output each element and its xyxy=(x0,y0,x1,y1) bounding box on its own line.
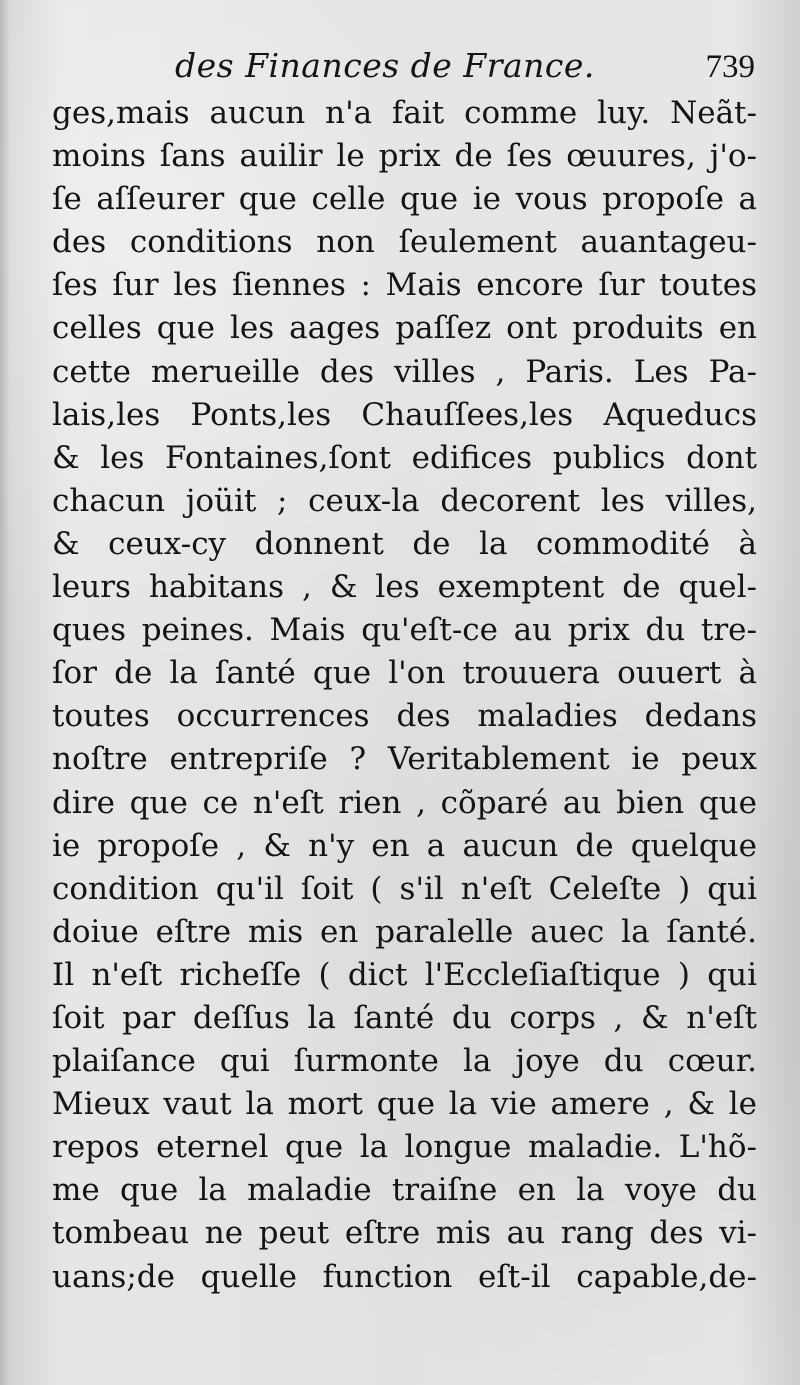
text-line: & ceux-cy donnent de la commodité à xyxy=(52,525,757,562)
text-line: toutes occurrences des maladies dedans xyxy=(52,698,757,735)
text-line: uans;de quelle function eſt-il capable,de- xyxy=(52,1258,757,1295)
running-title: des Finances de France. xyxy=(175,46,595,85)
text-line: repos eternel que la longue maladie. L'hõ- xyxy=(52,1129,757,1166)
page-edge-shadow xyxy=(0,0,10,1385)
text-line: leurs habitans , & les exemptent de quel- xyxy=(52,569,757,606)
text-line: doiue eſtre mis en paralelle auec la ſanté. xyxy=(52,913,757,950)
page-number: 739 xyxy=(705,49,755,85)
text-line: ie propoſe , & n'y en a aucun de quelque xyxy=(52,827,757,864)
text-line: cette merueille des villes , Paris. Les Pa- xyxy=(52,353,757,390)
text-line: & les Fontaines,ſont edifices publics dont xyxy=(52,439,757,476)
text-line: moins ſans auilir le prix de ſes œuures, j'o- xyxy=(52,138,757,175)
page-header xyxy=(175,46,755,90)
text-line: tombeau ne peut eſtre mis au rang des vi- xyxy=(52,1215,757,1252)
text-line: ques peines. Mais qu'eſt-ce au prix du tre- xyxy=(52,612,757,649)
text-line: ſe aſſeurer que celle que ie vous propoſe a xyxy=(52,181,757,218)
text-line: condition qu'il ſoit ( s'il n'eſt Celeſte ) qui xyxy=(52,870,757,907)
text-line: des conditions non ſeulement auantageu- xyxy=(52,224,757,261)
text-line: noſtre entrepriſe ? Veritablement ie peux xyxy=(52,741,757,778)
body-text xyxy=(52,92,757,1299)
text-line: ſes ſur les ſiennes : Mais encore ſur toutes xyxy=(52,267,757,304)
text-line: dire que ce n'eſt rien , cõparé au bien que xyxy=(52,784,757,821)
text-line: chacun joüit ; ceux-la decorent les villes, xyxy=(52,482,757,519)
text-line: me que la maladie traiſne en la voye du xyxy=(52,1172,757,1209)
text-line: celles que les aages paſſez ont produits en xyxy=(52,310,757,347)
text-line: ſoit par deſſus la ſanté du corps , & n'eſt xyxy=(52,999,757,1036)
text-line: ges,mais aucun n'a fait comme luy. Neãt- xyxy=(52,95,757,131)
text-line: ſor de la ſanté que l'on trouuera ouuert à xyxy=(52,655,757,692)
text-line: lais,les Ponts,les Chauſſees,les Aqueducs xyxy=(52,396,757,433)
text-line: Il n'eſt richeſſe ( dict l'Eccleſiaſtique ) qui xyxy=(52,956,757,993)
text-line: plaiſance qui ſurmonte la joye du cœur. xyxy=(52,1043,757,1080)
text-line: Mieux vaut la mort que la vie amere , & le xyxy=(52,1086,757,1123)
